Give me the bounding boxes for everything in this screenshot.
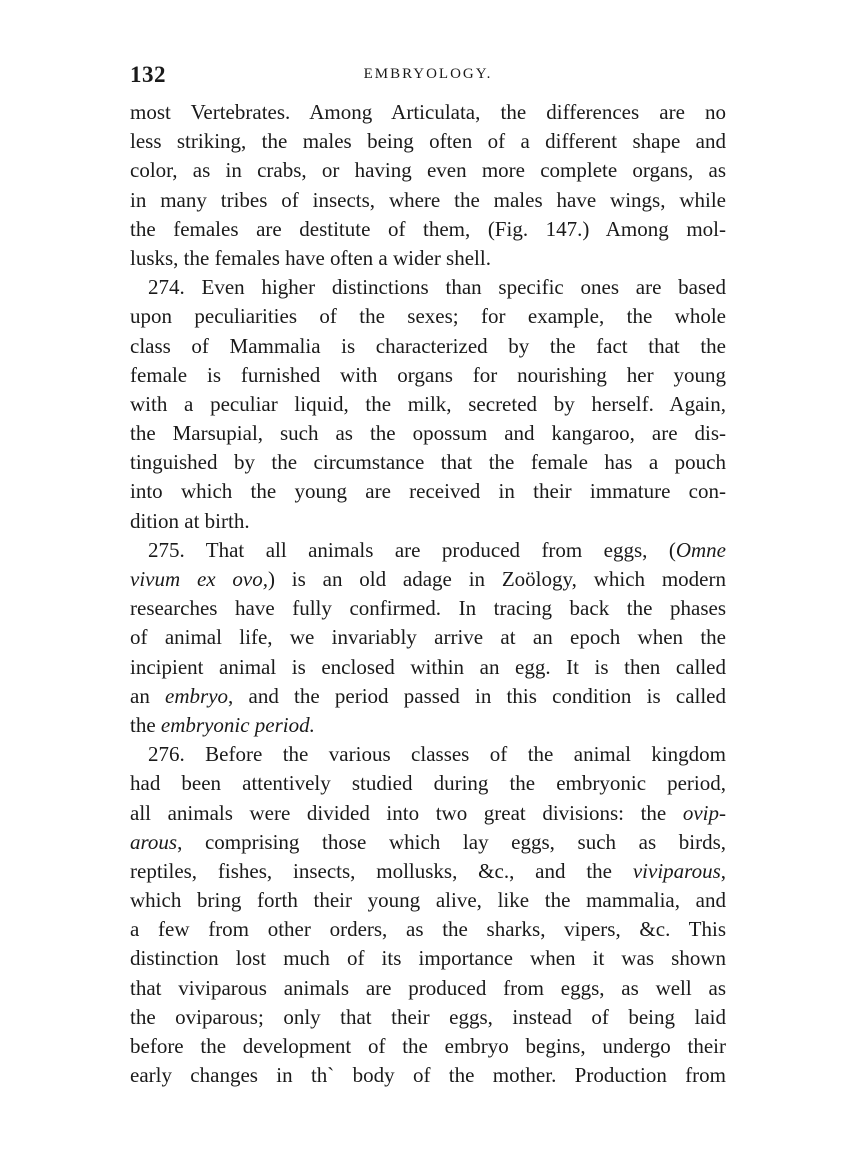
text-line — [130, 302, 726, 331]
text-segment: that viviparous animals are produced from eggs, as well as — [130, 975, 726, 1000]
text-line — [130, 711, 726, 740]
italic-text-segment: vivum ex ovo, — [130, 567, 268, 591]
text-segment: before the development of the embryo begins, undergo their — [130, 1034, 726, 1058]
text-segment: upon peculiarities of the sexes; for example, the whole — [130, 304, 726, 329]
text-segment: 275. That all animals are produced from eggs, ( — [148, 537, 676, 562]
text-line — [130, 156, 726, 185]
text-line — [130, 799, 726, 828]
italic-text-segment: embryo — [165, 683, 229, 708]
italic-text-segment: arous — [130, 829, 178, 854]
text-line — [130, 828, 726, 857]
text-segment: early changes in th` body of the mother. Production from — [130, 1063, 726, 1088]
text-line — [130, 623, 726, 652]
text-segment: with a peculiar liquid, the milk, secreted by herself. Again, — [130, 391, 726, 416]
book-page — [130, 50, 726, 1090]
text-segment: the — [130, 712, 161, 737]
text-line — [130, 273, 726, 302]
text-segment: the females are destitute of them, (Fig. 147.) Among mol- — [130, 216, 726, 241]
text-segment: color, as in crabs, or having even more complete organs, as — [130, 158, 726, 183]
text-segment: 276. Before the various classes of the animal kingdom — [148, 742, 726, 767]
text-segment: , comprising those which lay eggs, such as birds, — [177, 829, 726, 854]
text-segment: dition at birth. — [130, 508, 250, 533]
running-head — [130, 50, 726, 92]
text-line — [130, 215, 726, 244]
text-segment: a few from other orders, as the sharks, vipers, &c. This — [130, 917, 726, 942]
text-segment: incipient animal is enclosed within an egg. It is then called — [130, 654, 726, 679]
text-segment: in many tribes of insects, where the males have wings, while — [130, 187, 726, 212]
text-segment: reptiles, fishes, insects, mollusks, &c., and the — [130, 858, 633, 883]
text-segment: the Marsupial, such as the opossum and kangaroo, are dis- — [130, 421, 726, 446]
text-line — [130, 594, 726, 623]
text-line — [130, 740, 726, 769]
text-line — [130, 186, 726, 215]
page-number: 132 — [130, 62, 166, 87]
italic-text-segment: viviparous — [632, 858, 721, 883]
text-line — [130, 1032, 726, 1061]
text-line — [130, 944, 726, 973]
italic-text-segment: embryonic period. — [160, 712, 315, 737]
text-line — [130, 448, 726, 477]
text-line — [130, 565, 726, 594]
text-segment: an — [130, 683, 166, 708]
text-segment: 274. Even higher distinctions than specific ones are based — [148, 275, 726, 300]
text-segment: which bring forth their young alive, like the mammalia, and — [130, 888, 726, 913]
text-line — [130, 332, 726, 361]
text-segment: all animals were divided into two great divisions: the — [130, 800, 683, 825]
text-line — [130, 390, 726, 419]
text-line — [130, 1061, 726, 1090]
text-segment: into which the young are received in their immature con- — [130, 479, 726, 504]
text-line — [130, 477, 726, 506]
running-title: EMBRYOLOGY. — [363, 66, 493, 82]
text-line — [130, 127, 726, 156]
text-line — [130, 653, 726, 682]
text-line — [130, 419, 726, 448]
text-segment: lusks, the females have often a wider shell. — [130, 245, 491, 270]
text-segment: the oviparous; only that their eggs, instead of being laid — [130, 1004, 726, 1029]
italic-text-segment: Omne — [675, 537, 726, 562]
text-segment: , — [720, 858, 726, 883]
text-line — [130, 507, 726, 536]
text-line — [130, 1003, 726, 1032]
text-segment: ) is an old adage in Zoölogy, which modern — [268, 567, 726, 591]
text-line — [130, 536, 726, 565]
text-segment: had been attentively studied during the embryonic period, — [130, 771, 726, 796]
text-line — [130, 915, 726, 944]
text-line — [130, 244, 726, 273]
text-segment: researches have fully confirmed. In tracing back the phases — [130, 596, 726, 621]
italic-text-segment: ovip- — [682, 800, 726, 825]
text-line — [130, 857, 726, 886]
text-segment: distinction lost much of its importance when it was shown — [130, 946, 726, 971]
text-line — [130, 769, 726, 798]
body-text — [130, 98, 726, 1090]
text-segment: tinguished by the circumstance that the female has a pouch — [130, 450, 726, 475]
text-line — [130, 886, 726, 915]
text-line — [130, 682, 726, 711]
text-line — [130, 361, 726, 390]
text-line — [130, 98, 726, 127]
text-segment: less striking, the males being often of a different shape and — [130, 129, 726, 154]
text-segment: female is furnished with organs for nourishing her young — [130, 362, 726, 387]
text-segment: of animal life, we invariably arrive at an epoch when the — [130, 625, 726, 650]
text-segment: , and the period passed in this condition is called — [228, 683, 726, 708]
text-segment: class of Mammalia is characterized by the fact that the — [130, 333, 726, 358]
text-segment: most Vertebrates. Among Articulata, the differences are no — [130, 100, 726, 124]
text-line — [130, 974, 726, 1003]
